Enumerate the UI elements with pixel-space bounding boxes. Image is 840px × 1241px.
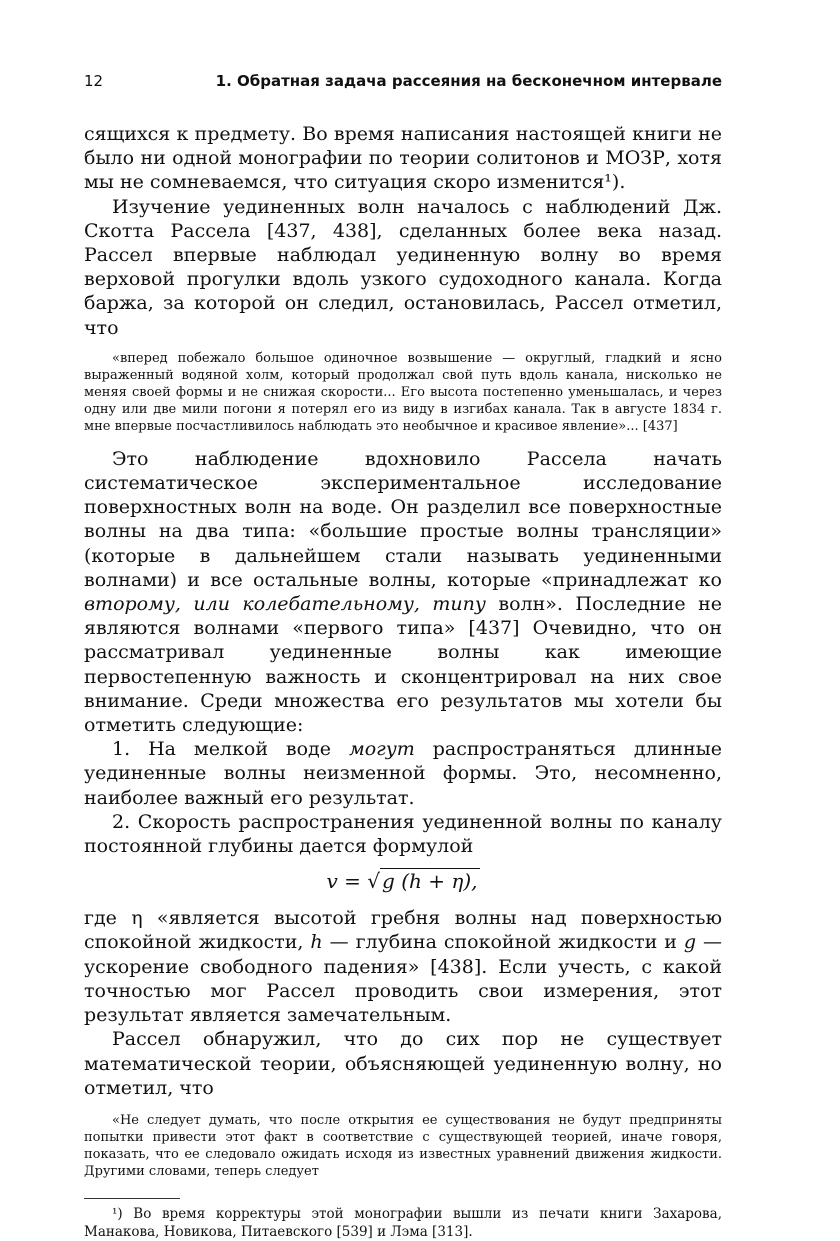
- list-item-1-italic: могут: [348, 738, 415, 761]
- paragraph-3-text-b: волн». Последние не являются волнами «первого типа» [437] Очевидно, что он рассматривал уединенные волны как имеющие первостепенную важность и сконцентрировал на них свое внимание. Среди множества его результатов мы хотели бы отметить следующие:: [84, 593, 723, 737]
- list-item-2: 2. Скорость распространения уединенной волны по каналу постоянной глубины дается формулой: [84, 810, 722, 858]
- paragraph-4: [84, 906, 722, 1027]
- formula-lhs: v =: [326, 869, 368, 894]
- quote-2: «Не следует думать, что после открытия ее существования не будут предприняты попытки привести этот факт в соответствие с существующей теорией, иначе говоря, показать, что ее следовало ожидать исходя из известных уравнений движения жидкости. Другими словами, теперь следует: [84, 1112, 722, 1179]
- page-number: 12: [84, 72, 104, 90]
- list-item-1: [84, 737, 722, 810]
- paragraph-3-text-a: Это наблюдение вдохновило Рассела начать систематическое экспериментальное исследование поверхностных волн на воде. Он разделил все поверхностные волны на два типа: «большие простые волны трансляции» (которые в дальнейшем стали называть уединенными волнами) и все остальные волны, которые «принадлежат ко: [84, 447, 722, 591]
- paragraph-5: Рассел обнаружил, что до сих пор не существует математической теории, объясняющей уединенную волну, но отметил, что: [84, 1028, 722, 1099]
- running-title: 1. Обратная задача рассеяния на бесконечном интервале: [215, 72, 722, 90]
- formula-velocity: [84, 866, 722, 896]
- formula-sqrt: [367, 866, 479, 896]
- paragraph-1: сящихся к предмету. Во время написания настоящей книги не было ни одной монографии по теории солитонов и МОЗР, хотя мы не сомневаемся, что ситуация скоро изменится¹).: [84, 123, 722, 194]
- symbol-h: h: [310, 931, 323, 954]
- paragraph-3-italic: второму, или колебательному, типу: [84, 593, 486, 616]
- footnote: [84, 1205, 722, 1241]
- paragraph-4-text-c: — ускорение свободного падения» [438]. Если учесть, с какой точностью мог Рассел проводить свои измерения, этот результат является замечательным.: [84, 931, 722, 1027]
- footnote-marker: ¹): [112, 1205, 123, 1222]
- footnote-text: Во время корректуры этой монографии вышли из печати книги Захарова, Манакова, Новикова, Питаевского [539] и Лэма [313].: [84, 1205, 722, 1240]
- page-header: [84, 72, 722, 106]
- paragraph-4-text-b: — глубина спокойной жидкости и: [322, 931, 684, 954]
- footnote-divider: [84, 1198, 180, 1199]
- quote-1: «вперед побежало большое одиночное возвышение — округлый, гладкий и ясно выраженный водяной холм, который продолжал свой путь вдоль канала, нисколько не меняя своей формы и не снижая скорости... Его высота постепенно уменьшалась, и через одну или две мили погони я потерял его из виду в изгибах канала. Так в августе 1834 г. мне впервые посчастливилось наблюдать это необычное и красивое явление»... [437]: [84, 350, 722, 434]
- page: [84, 72, 722, 1241]
- list-item-1-text-b: распространяться длинные уединенные волны неизменной формы. Это, несомненно, наиболее важный его результат.: [84, 738, 722, 809]
- list-item-1-text-a: 1. На мелкой воде: [112, 738, 349, 761]
- symbol-g: g: [683, 931, 697, 954]
- paragraph-3: [84, 447, 722, 737]
- paragraph-4-text-a: где η «является высотой гребня волны над поверхностью спокойной жидкости,: [84, 907, 722, 954]
- formula-radicand: g (h + η),: [382, 869, 478, 894]
- radical-sign: √: [367, 869, 381, 894]
- paragraph-2: Изучение уединенных волн началось с наблюдений Дж. Скотта Рассела [437, 438], сделанных более века назад. Рассел впервые наблюдал уединенную волну во время верховой прогулки вдоль узкого судоходного канала. Когда баржа, за которой он следил, остановилась, Рассел отметил, что: [84, 195, 722, 339]
